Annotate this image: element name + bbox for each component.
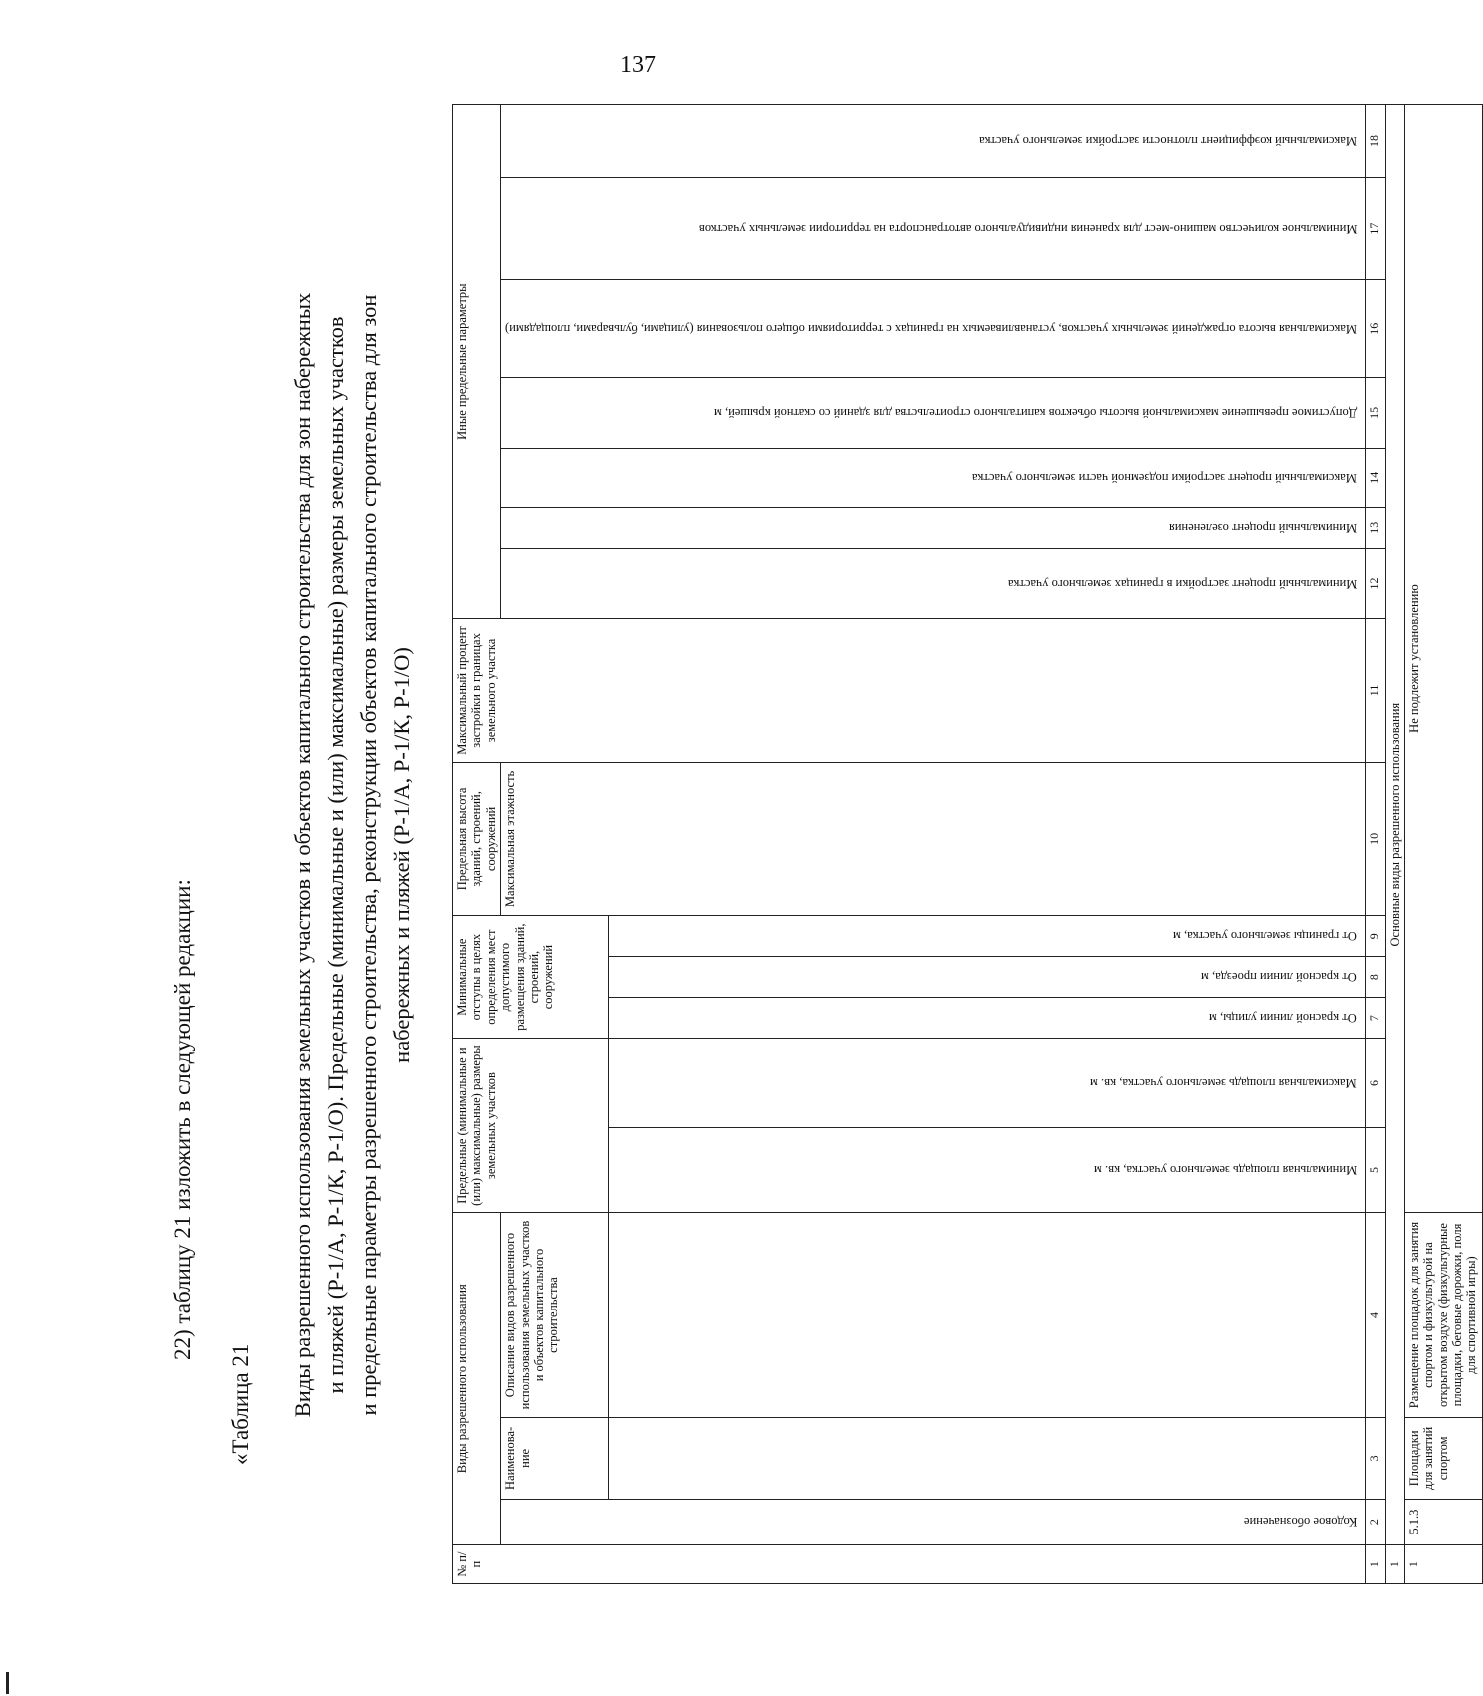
row-name: Площадки для занятий спортом: [1404, 1417, 1482, 1499]
title-line-1: Виды разрешенного использования земельных участков и объектов капитального строительства для зон набережных: [290, 292, 315, 1418]
header-setback-street: От красной линии улицы, м: [608, 998, 1365, 1039]
col-number: 4: [1365, 1213, 1385, 1418]
header-code: Кодовое обозначение: [501, 1499, 1365, 1545]
header-parking: Минимальное количество машино-мест для хранения индивидуального автотранспорта на территории земельных участков: [501, 177, 1365, 279]
col-number: 2: [1365, 1499, 1385, 1545]
header-height-excess: Допустимое превышение максимальной высоты объектов капитального строительства для зданий со скатной крышей, м: [501, 378, 1365, 449]
col-number: 15: [1365, 378, 1385, 449]
col-number: 12: [1365, 548, 1385, 619]
col-number: 17: [1365, 177, 1385, 279]
table-title: [286, 155, 418, 1555]
row-num: 1: [1404, 1545, 1482, 1584]
header-name-body: [608, 1417, 1365, 1499]
header-underground-coverage: Максимальный процент застройки подземной части земельного участка: [501, 448, 1365, 507]
col-number: 18: [1365, 105, 1385, 178]
intro-text: 22) таблицу 21 изложить в следующей редакции:: [170, 879, 195, 1360]
header-fence-height: Максимальная высота ограждений земельных участков, устанавливаемых на границах с территориями общего пользования (улицами, бульварами, площадями): [501, 280, 1365, 378]
header-floors: Максимальная этажность: [501, 762, 1365, 916]
header-name: Наименова-ние: [501, 1417, 609, 1499]
title-line-4: набережных и пляжей (Р-1/А, Р-1/К, Р-1/О): [389, 647, 414, 1063]
header-other-params: Иные предельные параметры: [453, 105, 501, 619]
col-number: 1: [1365, 1545, 1385, 1584]
header-vri: Виды разрешенного использования: [453, 1213, 501, 1545]
header-plot-min: Минимальная площадь земельного участка, кв. м: [608, 1127, 1365, 1212]
scan-mark: [6, 1672, 9, 1694]
row-code: 5.1.3: [1404, 1499, 1482, 1545]
col-number: 16: [1365, 280, 1385, 378]
col-number: 11: [1365, 619, 1385, 762]
header-description: Описание видов разрешенного использования земельных участков и объектов капитального строительства: [501, 1213, 609, 1418]
header-max-coverage: Максимальный процент застройки в границах земельного участка: [453, 619, 1366, 762]
section-num: 1: [1385, 1545, 1404, 1584]
header-plot-size: Предельные (минимальные и (или) максимальные) размеры земельных участков: [453, 1039, 609, 1213]
header-setback-drive: От красной линии проезда, м: [608, 957, 1365, 998]
col-number: 10: [1365, 762, 1385, 916]
table-caption: «Таблица 21: [228, 1343, 253, 1465]
col-number: 8: [1365, 957, 1385, 998]
header-setback-border: От границы земельного участка, м: [608, 916, 1365, 957]
col-number: 6: [1365, 1039, 1385, 1128]
header-description-body: [608, 1213, 1365, 1418]
row-value: Не подлежит установлению: [1404, 105, 1482, 1213]
params-table: [452, 104, 1483, 1584]
params-table-wrapper: [452, 104, 1479, 1584]
header-num: № п/п: [453, 1545, 1366, 1584]
section-label: Основные виды разрешенного использования: [1385, 105, 1404, 1545]
table-row: [1404, 105, 1482, 1584]
column-numbers-row: [1365, 105, 1385, 1584]
col-number: 5: [1365, 1127, 1385, 1212]
col-number: 3: [1365, 1417, 1385, 1499]
col-number: 9: [1365, 916, 1385, 957]
col-number: 7: [1365, 998, 1385, 1039]
header-height: Предельная высота зданий, строений, сооружений: [453, 762, 501, 916]
header-min-greening: Минимальный процент озеленения: [501, 507, 1365, 548]
col-number: 13: [1365, 507, 1385, 548]
col-number: 14: [1365, 448, 1385, 507]
row-description: Размещение площадок для занятия спортом и физкультурой на открытом воздухе (физкультурные площадки, беговые дорожки, поля для спортивной игры): [1404, 1213, 1482, 1418]
page-number: 137: [620, 52, 656, 78]
header-setbacks: Минимальные отступы в целях определения мест допустимого размещения зданий, строений, сооружений: [453, 916, 609, 1039]
section-row: [1385, 105, 1404, 1584]
title-line-3: и предельные параметры разрешенного строительства, реконструкции объектов капитального строительства для зон: [356, 294, 381, 1416]
header-min-coverage: Минимальный процент застройки в границах земельного участка: [501, 548, 1365, 619]
header-plot-max: Максимальная площадь земельного участка, кв. м: [608, 1039, 1365, 1128]
title-line-2: и пляжей (Р-1/А, Р-1/К, Р-1/О). Предельные (минимальные и (или) максимальные) размеры земельных участков: [323, 316, 348, 1394]
header-density: Максимальный коэффициент плотности застройки земельного участка: [501, 105, 1365, 178]
